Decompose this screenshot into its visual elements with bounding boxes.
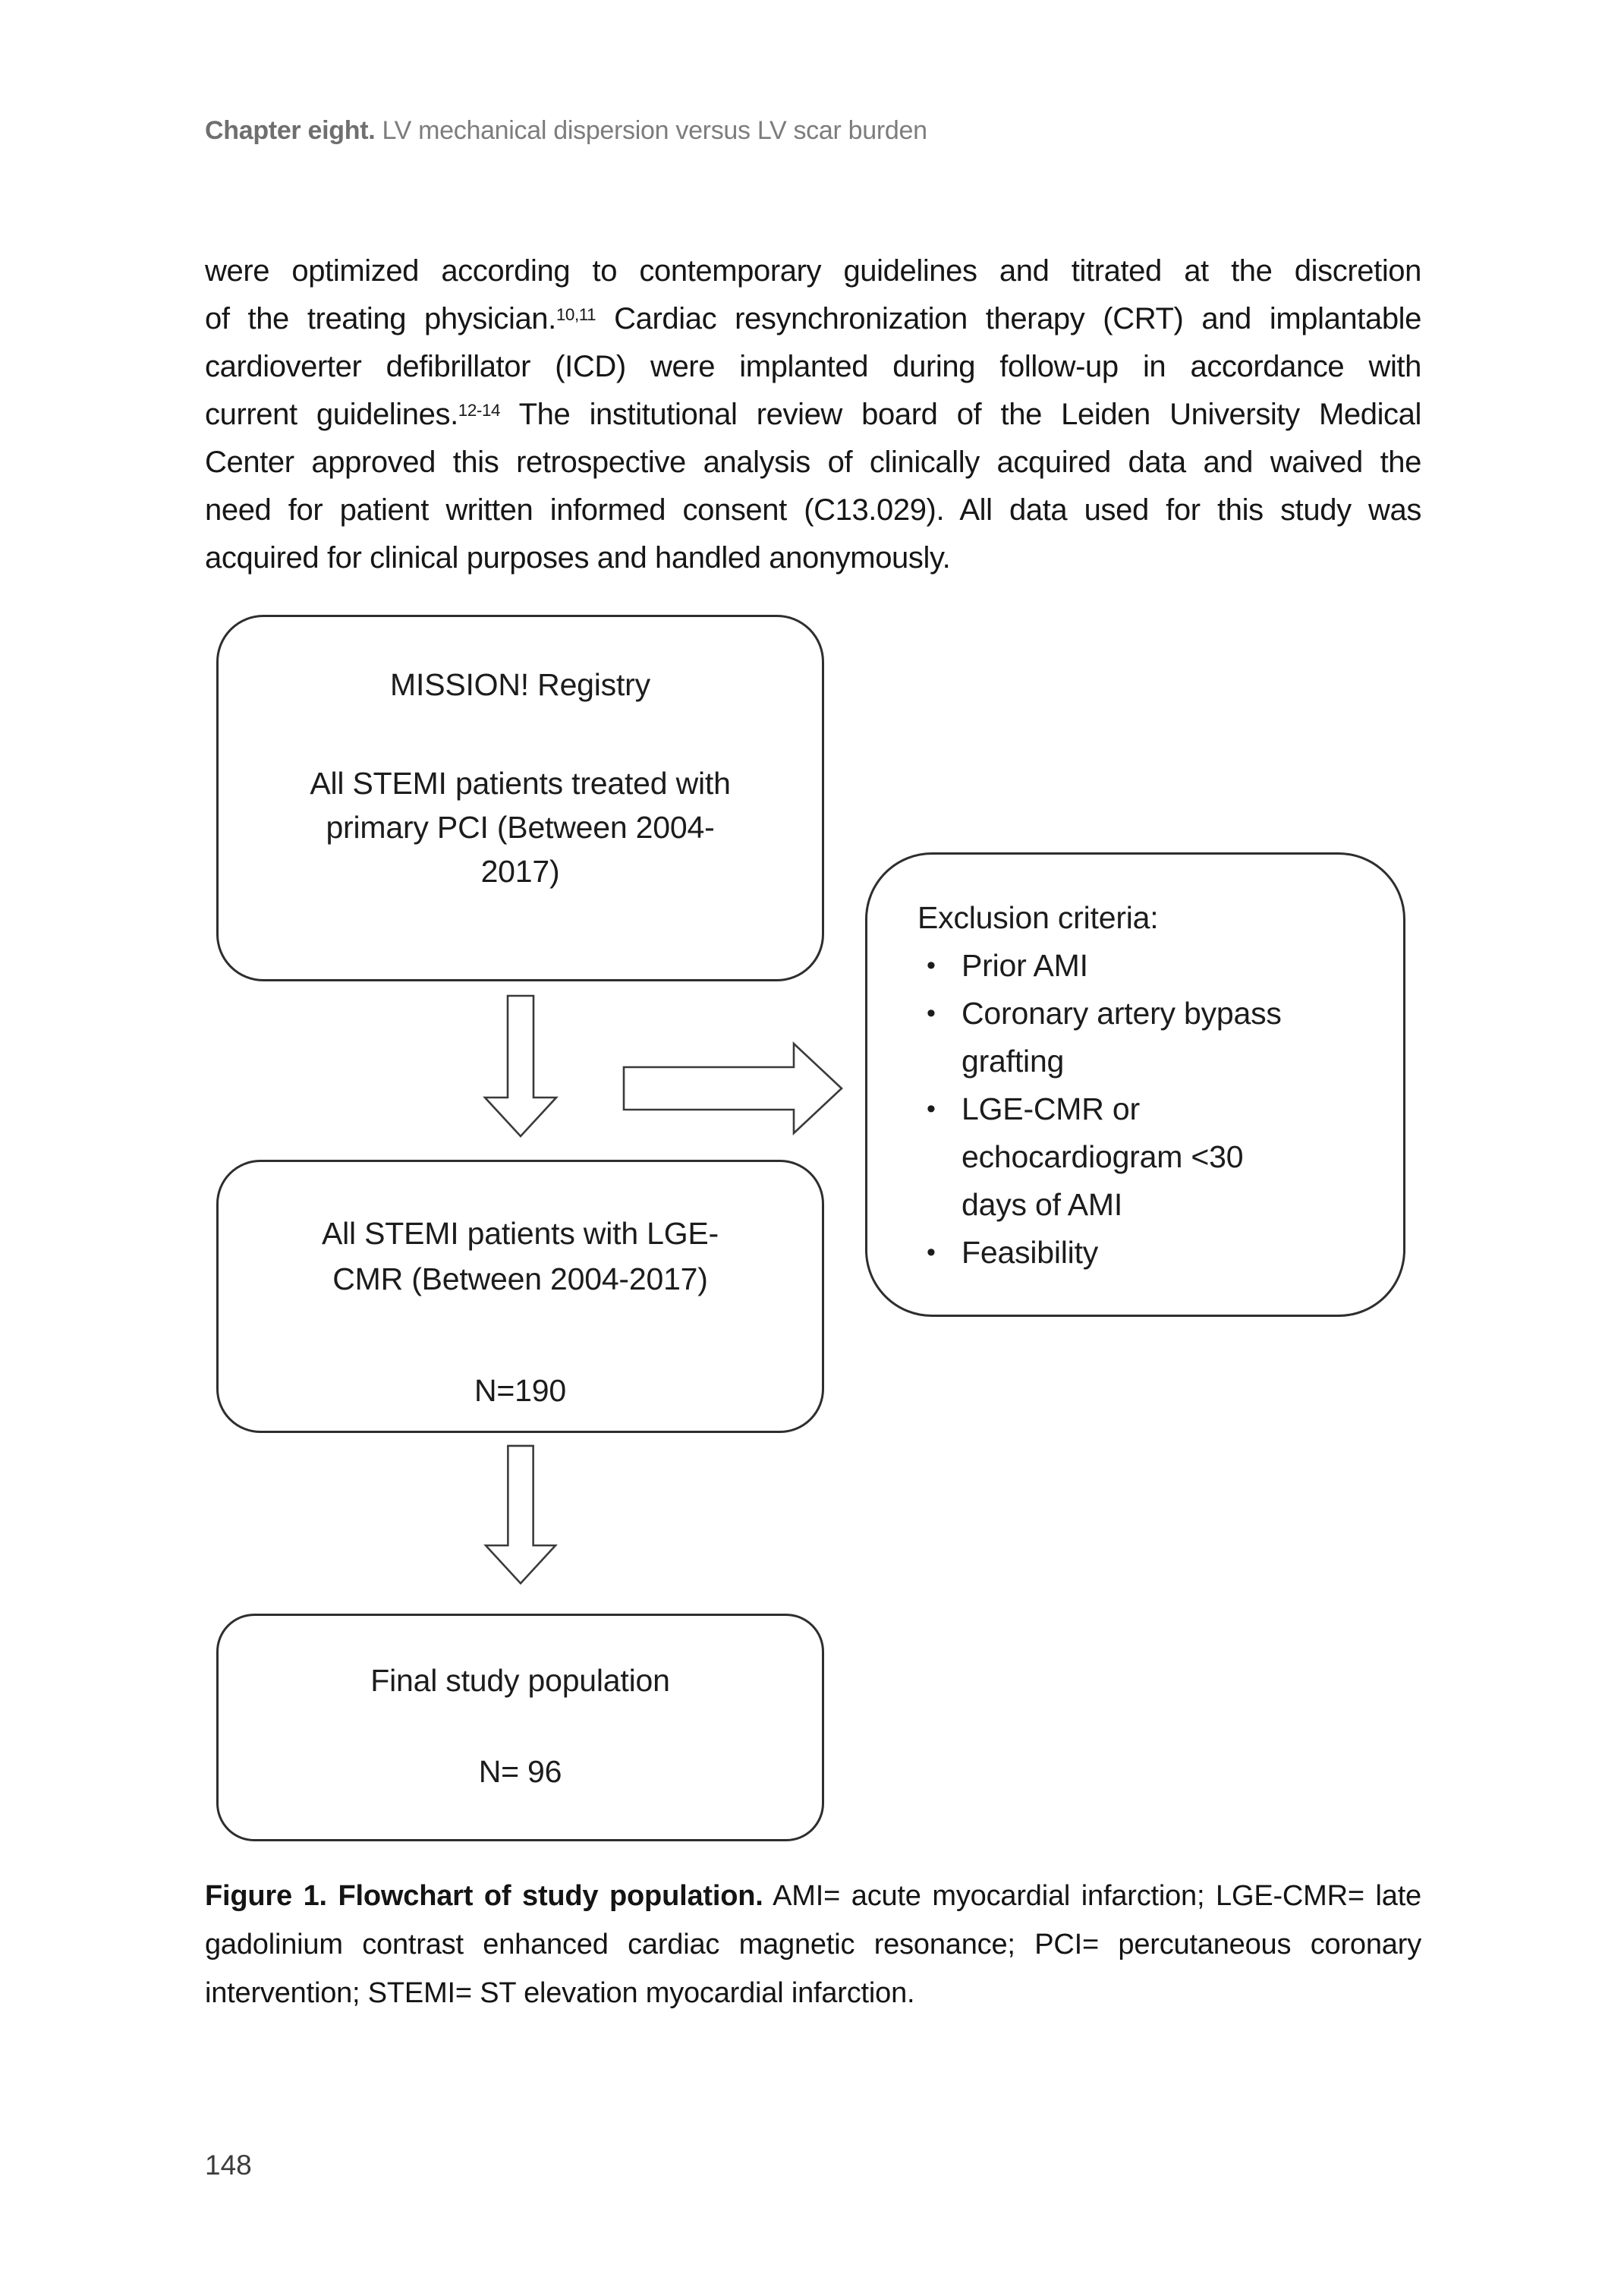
paragraph-line: Center approved this retrospective analysis of clinically acquired data and waived the — [205, 446, 1421, 479]
flow-box-title: Final study population — [370, 1663, 670, 1698]
flow-box-lge-cmr — [216, 1160, 824, 1433]
bullet-text-line: Coronary artery bypass — [961, 996, 1282, 1031]
bullet-icon: • — [927, 999, 936, 1028]
chapter-header: Chapter eight. LV mechanical dispersion versus LV scar burden — [205, 116, 927, 145]
flow-box-text-line: 2017) — [480, 854, 560, 889]
exclusion-bullet — [917, 942, 1380, 990]
bullet-icon: • — [927, 1238, 936, 1267]
exclusion-bullet — [917, 1229, 1380, 1277]
body-paragraph — [205, 247, 1421, 582]
caption-line: intervention; STEMI= ST elevation myocardial infarction. — [205, 1977, 915, 2009]
down-block-arrow-2 — [483, 1444, 559, 1586]
exclusion-bullet — [917, 990, 1380, 1085]
caption-line: gadolinium contrast enhanced cardiac magnetic resonance; PCI= percutaneous coronary — [205, 1929, 1421, 1960]
flow-box-final-population — [216, 1614, 824, 1841]
paragraph-line: were optimized according to contemporary guidelines and titrated at the discretion — [205, 254, 1421, 288]
bullet-text-line: days of AMI — [961, 1187, 1123, 1222]
n-value: N=190 — [474, 1373, 566, 1408]
page-number: 148 — [205, 2149, 252, 2181]
bullet-text-line: echocardiogram <30 — [961, 1139, 1244, 1174]
right-block-arrow — [622, 1041, 844, 1135]
exclusion-bullet — [917, 1085, 1380, 1229]
figure-caption — [205, 1872, 1421, 2017]
caption-line: Figure 1. Flowchart of study population. AMI= acute myocardial infarction; LGE-CMR= late — [205, 1880, 1421, 1912]
bullet-icon: • — [927, 1094, 936, 1123]
paragraph-line: acquired for clinical purposes and handled anonymously. — [205, 541, 951, 575]
bullet-text-line: Prior AMI — [961, 948, 1088, 983]
exclusion-title: Exclusion criteria: — [917, 900, 1159, 935]
n-value: N= 96 — [478, 1754, 562, 1789]
bullet-text-line: LGE-CMR or — [961, 1091, 1140, 1126]
down-block-arrow-1 — [483, 994, 559, 1138]
paragraph-line: of the treating physician.$^{10,11}$ Cardiac resynchronization therapy (CRT) and implantable — [205, 302, 1421, 335]
paragraph-line: current guidelines.$^{12-14}$ The institutional review board of the Leiden University Medical — [205, 398, 1421, 431]
bullet-text-line: grafting — [961, 1044, 1065, 1079]
flow-box-text-line: All STEMI patients treated with — [310, 766, 731, 801]
paragraph-line: need for patient written informed consent (C13.029). All data used for this study was — [205, 493, 1421, 527]
paragraph-line: cardioverter defibrillator (ICD) were implanted during follow-up in accordance with — [205, 350, 1421, 383]
flow-box-text-line: CMR (Between 2004-2017) — [332, 1261, 708, 1296]
flow-box-text-line: primary PCI (Between 2004- — [326, 810, 715, 845]
bullet-text-line: Feasibility — [961, 1235, 1099, 1270]
bullet-icon: • — [927, 951, 936, 980]
flow-box-title: MISSION! Registry — [390, 667, 650, 702]
flow-box-exclusion-criteria — [865, 852, 1405, 1317]
flow-box-mission-registry — [216, 615, 824, 981]
flow-box-text-line: All STEMI patients with LGE- — [321, 1216, 719, 1251]
